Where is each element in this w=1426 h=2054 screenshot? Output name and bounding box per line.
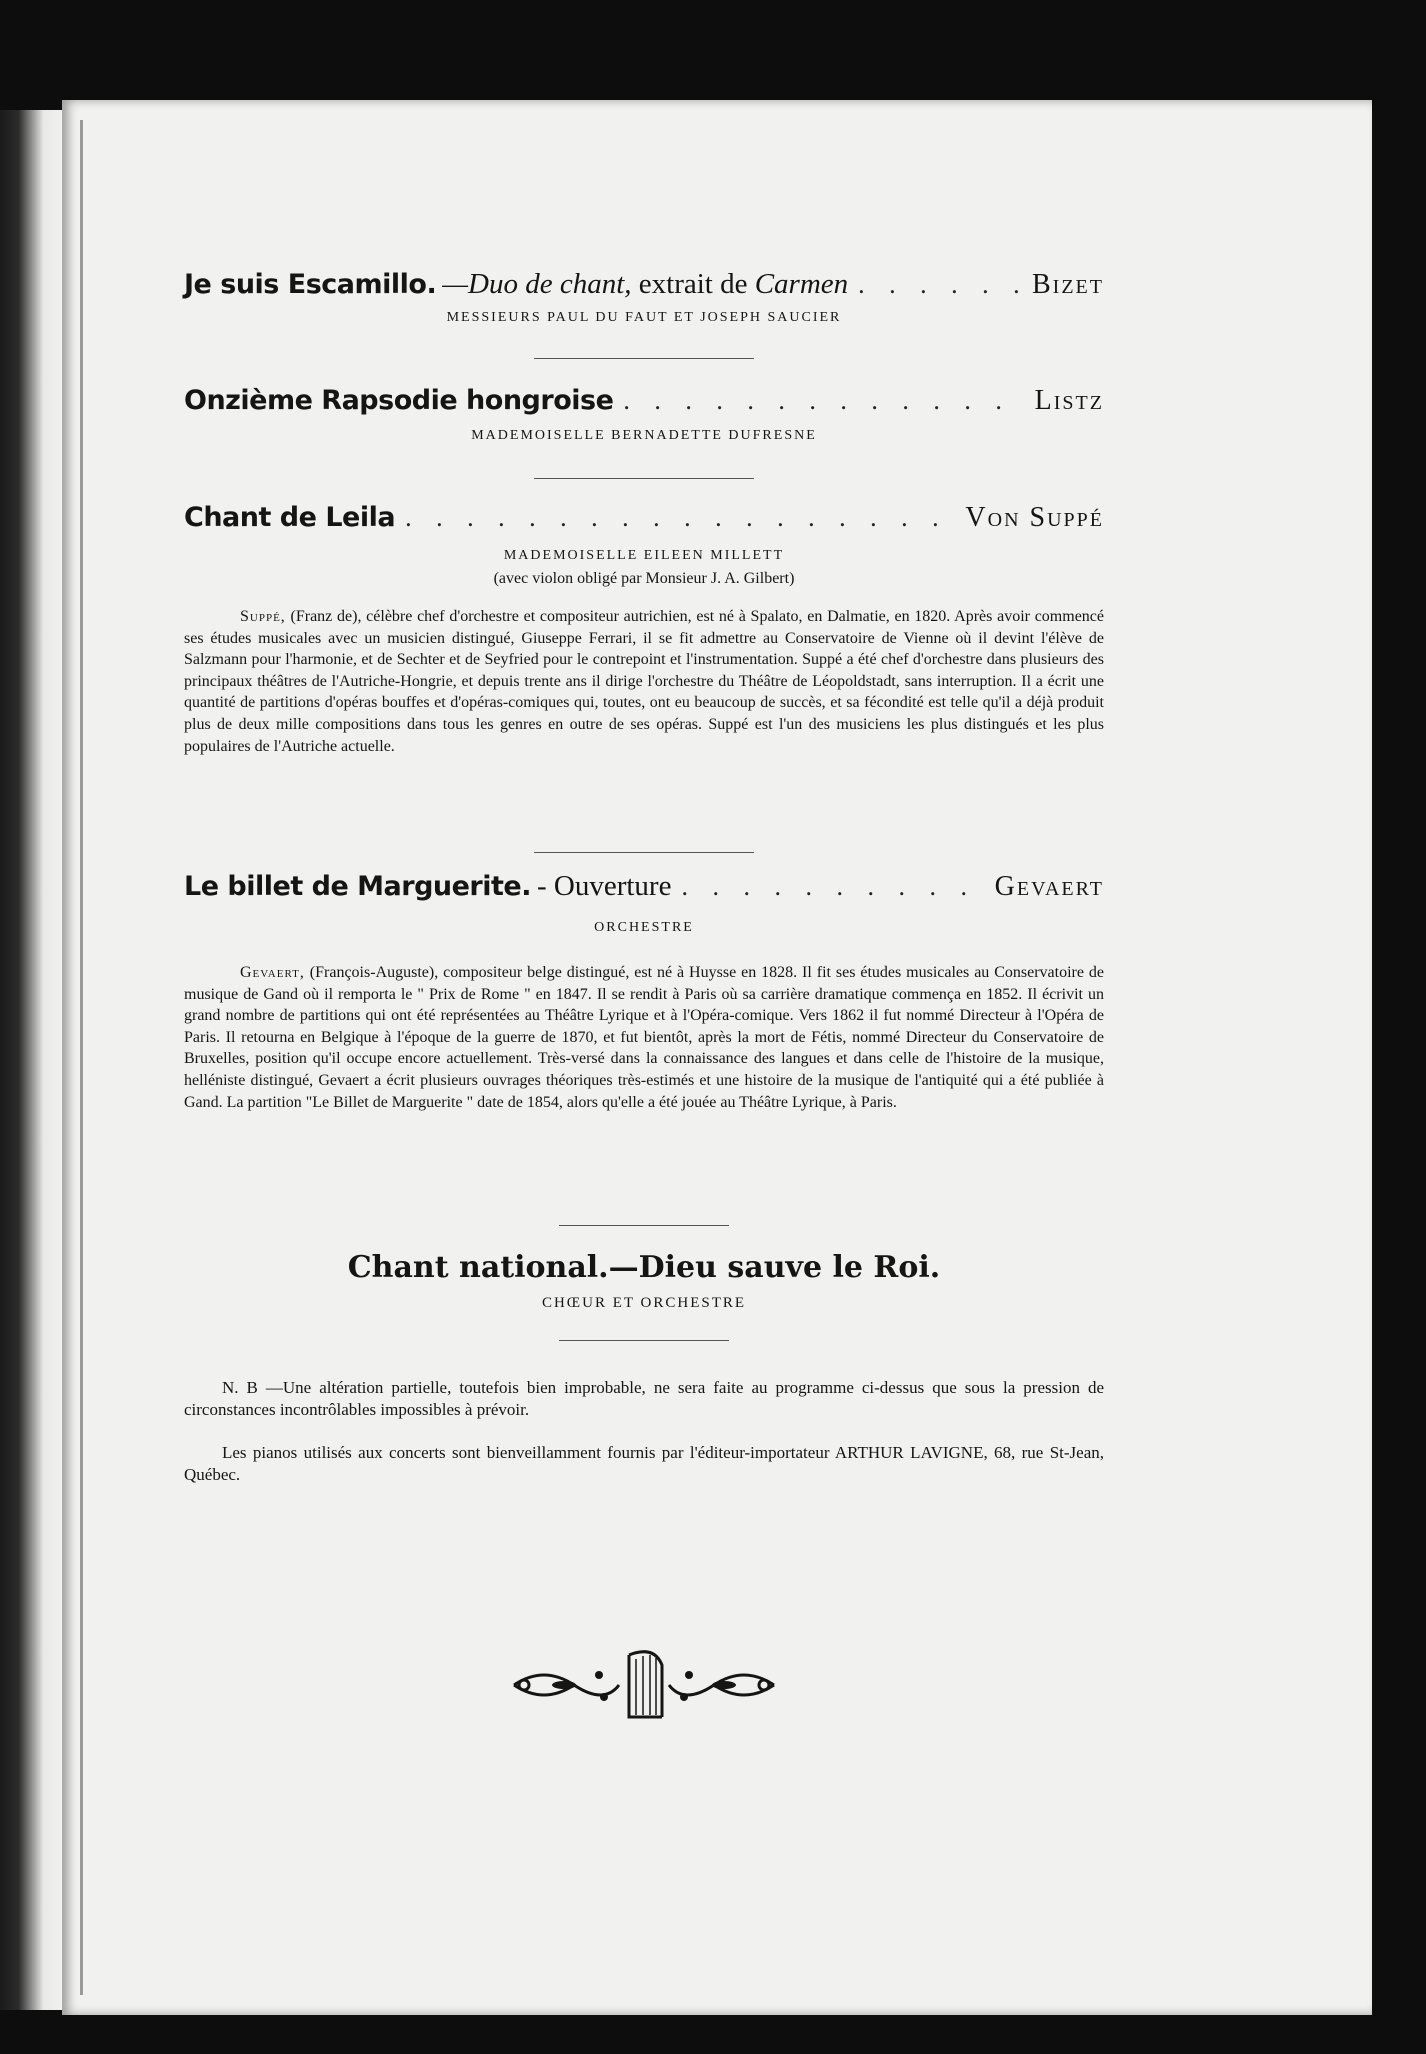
divider [534,358,754,359]
performers: ORCHESTRE [594,920,694,935]
composer: Listz [1034,385,1104,416]
anthem-title: Chant national.—Dieu sauve le Roi. [347,1250,941,1285]
item-title: Le billet de Marguerite. [184,871,531,902]
program-page [62,100,1372,2015]
harp-ornament-icon [504,1645,784,1725]
leader-dots [405,503,955,533]
leader-dots [681,872,984,902]
divider [534,478,754,479]
composer-biography: Gevaert, (François-Auguste), compositeur belge distingué, est né à Huysse en 1828. Il fit ses études musicales au Conservatoire de musique de Gand où il remporta le " Prix de Rome " en 1847. Il se rendit à Paris où sa carrière dramatique commença en 1852. Il écrivit un grand nombre de partitions qui ont été représentées au Théâtre Lyrique et à l'Opéra-comique. Vers 1862 il fut nommé Directeur à l'Opéra de Paris. Il retourna en Belgique à l'époque de la guerre de 1870, et fut bientôt, après la mort de Fétis, nommé Directeur du Conservatoire de Bruxelles, position qu'il occupe encore actuellement. Très-versé dans la connaissance des langues et dans celle de l'histoire de la musique, helléniste distingué, Gevaert a écrit plusieurs ouvrages théoriques très-estimés et une histoire de la musique de l'antiquité qui a été publiée à Gand. La partition "Le Billet de Marguerite " date de 1854, alors qu'elle a été jouée au Théâtre Lyrique, à Paris. [184,964,1104,1111]
nb-footnote: N. B —Une altération partielle, toutefois bien improbable, ne sera faite au programme ci-dessus que sous la pression de circonstances incontrôlables impossibles à prévoir. [184,1378,1104,1419]
program-item-rapsodie [184,385,1104,417]
pianos-footnote: Les pianos utilisés aux concerts sont bienveillamment fournis par l'éditeur-importateur ARTHUR LAVIGNE, 68, rue St-Jean, Québec. [184,1443,1104,1484]
program-item-leila [184,502,1104,534]
item-title: Je suis Escamillo. [184,269,437,300]
divider [559,1225,729,1226]
performers: MESSIEURS PAUL DU FAUT ET JOSEPH SAUCIER [446,310,842,325]
item-title: Onzième Rapsodie hongroise [184,385,614,416]
performers: MADEMOISELLE BERNADETTE DUFRESNE [471,428,817,443]
item-subtitle: —Duo de chant, extrait de Carmen [442,268,849,300]
composer: Von Suppé [965,502,1104,533]
divider [559,1340,729,1341]
item-subtitle: - Ouverture [536,870,672,902]
program-content [184,100,1104,2000]
performer-note: (avec violon obligé par Monsieur J. A. Gilbert) [493,570,795,587]
program-item-escamillo [184,268,1104,301]
composer-biography: Suppé, (Franz de), célèbre chef d'orchestre et compositeur autrichien, est né à Spalato, en Dalmatie, en 1820. Après avoir commencé ses études musicales avec un musicien distingué, Giuseppe Ferrari, il se fit admettre au Conservatoire de Vienne où il devint l'élève de Salzmann pour l'harmonie, et de Sechter et de Seyfried pour le contrepoint et l'instrumentation. Suppé a été chef d'orchestre dans plusieurs des principaux théâtres de l'Autriche-Hongrie, et depuis trente ans il dirige l'orchestre du Théâtre de Léopoldstadt, sans interruption. Il a écrit une quantité de partitions d'opéras bouffes et d'opéras-comiques qui, toutes, ont eu beaucoup de succès, et sa fécondité est telle qu'il a déjà produit plus de deux mille compositions dans tous les genres en outre de ses opéras. Suppé est l'un des musiciens les plus distingués et les plus populaires de l'Autriche actuelle. [184,608,1104,755]
composer: Bizet [1032,269,1104,300]
anthem-performers: CHŒUR ET ORCHESTRE [541,1295,747,1311]
left-page-edge [0,110,62,2010]
divider [534,852,754,853]
item-title: Chant de Leila [184,502,396,533]
program-item-billet [184,870,1104,903]
leader-dots [623,386,1024,416]
leader-dots [858,270,1022,300]
composer: Gevaert [994,871,1104,902]
performers: MADEMOISELLE EILEEN MILLETT [503,548,785,563]
